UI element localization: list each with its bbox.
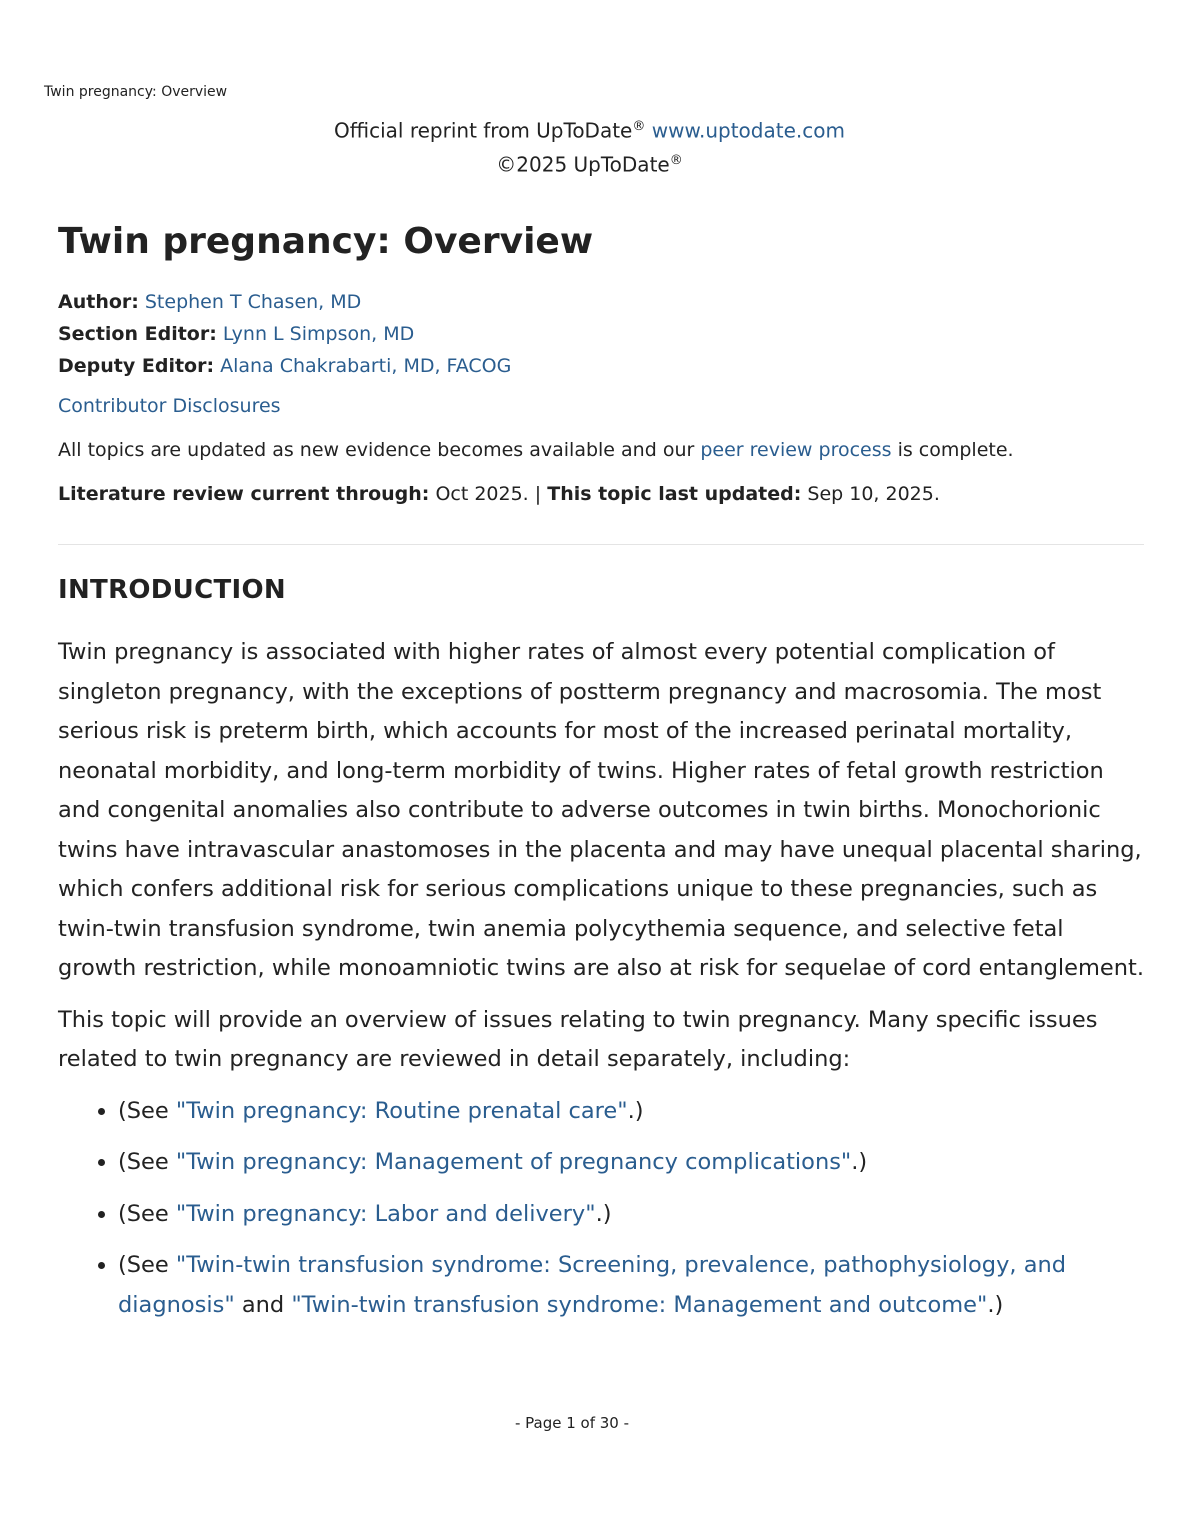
see-suffix: .): [851, 1149, 868, 1175]
ttts-management-link[interactable]: "Twin-twin transfusion syndrome: Management and outcome": [291, 1291, 988, 1318]
lit-review-label: Literature review current through:: [58, 483, 430, 505]
update-note: [58, 436, 1144, 464]
see-suffix: .): [595, 1200, 612, 1227]
reprint-line-1: [0, 112, 1179, 146]
update-note-prefix: All topics are updated as new evidence becomes available and our: [58, 439, 695, 461]
author-link[interactable]: Stephen T Chasen, MD: [144, 291, 362, 313]
intro-paragraph-2: This topic will provide an overview of issues relating to twin pregnancy. Many specific issues related to twin pregnancy are reviewed in detail separately, including:: [58, 1006, 1098, 1072]
see-suffix: .): [987, 1291, 1004, 1318]
last-updated-label: This topic last updated:: [547, 483, 802, 505]
ttts-screening-link[interactable]: "Twin-twin transfusion syndrome: Screening, prevalence, pathophysiology, and diagnosis": [118, 1252, 1067, 1318]
see-prefix: (See: [118, 1252, 176, 1278]
list-item: [118, 1092, 1144, 1132]
review-separator: |: [534, 483, 542, 505]
see-suffix: .): [627, 1097, 644, 1124]
contributor-disclosures-row: [58, 392, 1144, 420]
reprint-notice: [0, 112, 1179, 179]
update-note-suffix: is complete.: [897, 439, 1014, 461]
deputy-editor-line: [58, 350, 1144, 382]
author-label: Author:: [58, 291, 139, 313]
topic-content: [58, 218, 1144, 1337]
see-prefix: (See: [118, 1097, 176, 1124]
list-item: [118, 1195, 1144, 1235]
section-editor-label: Section Editor:: [58, 323, 217, 345]
section-editor-link[interactable]: Lynn L Simpson, MD: [222, 323, 415, 345]
contributor-disclosures-link[interactable]: Contributor Disclosures: [58, 395, 281, 417]
reprint-line-2: [0, 146, 1179, 180]
deputy-editor-link[interactable]: Alana Chakrabarti, MD, FACOG: [220, 355, 512, 377]
see-middle: and: [234, 1291, 292, 1318]
deputy-editor-label: Deputy Editor:: [58, 355, 215, 377]
last-updated-value: Sep 10, 2025.: [807, 483, 940, 505]
page-title: Twin pregnancy: Overview: [58, 221, 594, 262]
copyright-text: ©2025 UpToDate: [496, 152, 670, 177]
introduction-heading: INTRODUCTION: [58, 575, 286, 605]
intro-paragraph-1: Twin pregnancy is associated with higher rates of almost every potential complication of singleton pregnancy, with the exceptions of postterm pregnancy and macrosomia. The most serious risk is preterm birth, which accounts for most of the increased perinatal mortality, neonatal morbidity, and long-term morbidity of twins. Higher rates of fetal growth restriction and congenital anomalies also contribute to adverse outcomes in twin births. Monochorionic twins have intravascular anastomoses in the placenta and may have unequal placental sharing, which confers additional risk for serious complications unique to these pregnancies, such as twin-twin transfusion syndrome, twin anemia polycythemia sequence, and selective fetal growth restriction, while monoamniotic twins are also at risk for sequelae of cord entanglement.: [58, 639, 1144, 981]
review-dates: [58, 480, 1144, 508]
routine-prenatal-care-link[interactable]: "Twin pregnancy: Routine prenatal care": [175, 1097, 628, 1124]
list-item: [118, 1246, 1144, 1325]
divider: [58, 544, 1144, 545]
reprint-prefix: Official reprint from UpToDate: [334, 118, 633, 143]
registered-mark: ®: [632, 119, 646, 134]
related-topics-list: [58, 1092, 1144, 1326]
see-prefix: (See: [118, 1200, 176, 1227]
uptodate-url-link[interactable]: www.uptodate.com: [651, 118, 845, 143]
author-line: [58, 286, 1144, 318]
running-header: Twin pregnancy: Overview: [44, 84, 228, 100]
lit-review-value: Oct 2025.: [435, 483, 529, 505]
registered-mark-2: ®: [669, 152, 683, 168]
list-item: [118, 1143, 1144, 1183]
see-prefix: (See: [118, 1149, 176, 1175]
labor-and-delivery-link[interactable]: "Twin pregnancy: Labor and delivery": [175, 1200, 596, 1227]
section-editor-line: [58, 318, 1144, 350]
pregnancy-complications-link[interactable]: "Twin pregnancy: Management of pregnancy complications": [175, 1149, 852, 1175]
page-number-footer: - Page 1 of 30 -: [514, 1414, 630, 1432]
peer-review-process-link[interactable]: peer review process: [700, 439, 892, 461]
